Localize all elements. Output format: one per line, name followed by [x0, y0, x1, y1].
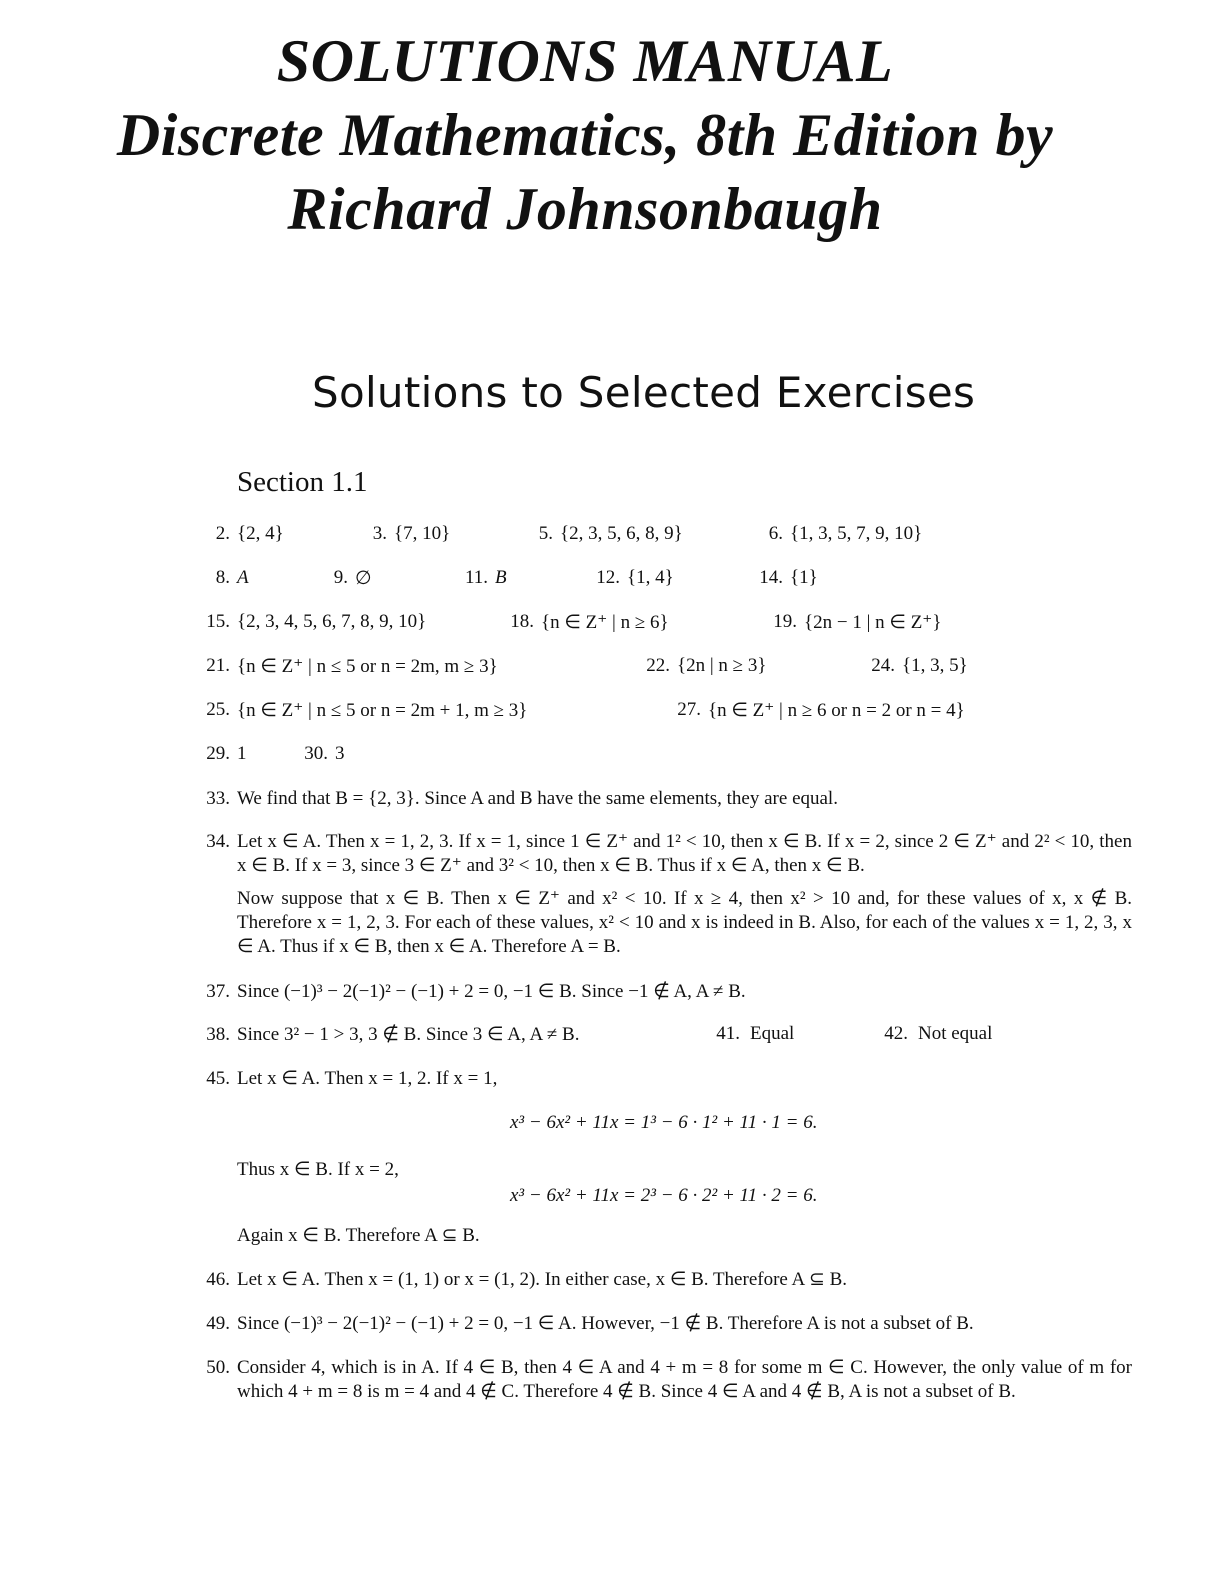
exercise-49-number: 49. — [206, 1313, 230, 1334]
exercise-45-number: 45. — [206, 1068, 230, 1089]
title-line-1: SOLUTIONS MANUAL — [276, 28, 894, 94]
exercise-50-text: Consider 4, which is in A. If 4 ∈ B, then 4 ∈ A and 4 + m = 8 for some m ∈ C. However, the only value of m for which 4 + m = 8 is m = 4 and 4 ∉ C. Therefore 4 ∉ B. Since 4 ∈ A and 4 ∉ B, A is not a subset of B. — [237, 1357, 1132, 1402]
exercise-34-number: 34. — [206, 831, 230, 852]
exercise-45-equation-1: x³ − 6x² + 11x = 1³ − 6 · 1² + 11 · 1 = 6. — [510, 1112, 818, 1133]
exercise-37-number: 37. — [206, 981, 230, 1002]
exercise-33-number: 33. — [206, 788, 230, 809]
exercise-49-text: Since (−1)³ − 2(−1)² − (−1) + 2 = 0, −1 ∈ A. However, −1 ∉ B. Therefore A is not a subset of B. — [237, 1313, 974, 1334]
exercise-45-text: Let x ∈ A. Then x = 1, 2. If x = 1, — [237, 1068, 498, 1089]
exercise-38-text: Since 3² − 1 > 3, 3 ∉ B. Since 3 ∈ A, A ≠ B. — [237, 1024, 580, 1045]
exercise-46-number: 46. — [206, 1269, 230, 1290]
exercise-34-text-2: Now suppose that x ∈ B. Then x ∈ Z⁺ and x² < 10. If x ≥ 4, then x² > 10 and, for these values of x, x ∉ B. Therefore x = 1, 2, 3. For each of these values, x² < 10 and x is indeed in B. Also, for each of the values x = 1, 2, 3, x ∈ A. Thus if x ∈ B, then x ∈ A. Therefore A = B. — [237, 888, 1132, 957]
chapter-title: Solutions to Selected Exercises — [312, 368, 976, 417]
section-title: Section 1.1 — [237, 466, 368, 498]
title-line-3: Richard Johnsonbaugh — [287, 176, 883, 242]
title-line-2: Discrete Mathematics, 8th Edition by — [116, 102, 1054, 168]
exercise-37-text: Since (−1)³ − 2(−1)² − (−1) + 2 = 0, −1 ∈ B. Since −1 ∉ A, A ≠ B. — [237, 981, 746, 1002]
exercise-34-text: Let x ∈ A. Then x = 1, 2, 3. If x = 1, since 1 ∈ Z⁺ and 1² < 10, then x ∈ B. If x = 2, since 2 ∈ Z⁺ and 2² < 10, then x ∈ B. If x = 3, since 3 ∈ Z⁺ and 3² < 10, then x ∈ B. Thus if x ∈ A, then x ∈ B. — [237, 831, 1132, 876]
exercise-33-text: We find that B = {2, 3}. Since A and B have the same elements, they are equal. — [237, 788, 838, 809]
exercise-45-end: Again x ∈ B. Therefore A ⊆ B. — [237, 1225, 480, 1246]
exercise-38-number: 38. — [206, 1024, 230, 1045]
exercise-46-text: Let x ∈ A. Then x = (1, 1) or x = (1, 2). In either case, x ∈ B. Therefore A ⊆ B. — [237, 1269, 848, 1290]
exercise-45-equation-2: x³ − 6x² + 11x = 2³ − 6 · 2² + 11 · 2 = 6. — [510, 1185, 818, 1206]
exercise-45-mid: Thus x ∈ B. If x = 2, — [237, 1159, 399, 1180]
exercise-50-number: 50. — [206, 1357, 230, 1378]
